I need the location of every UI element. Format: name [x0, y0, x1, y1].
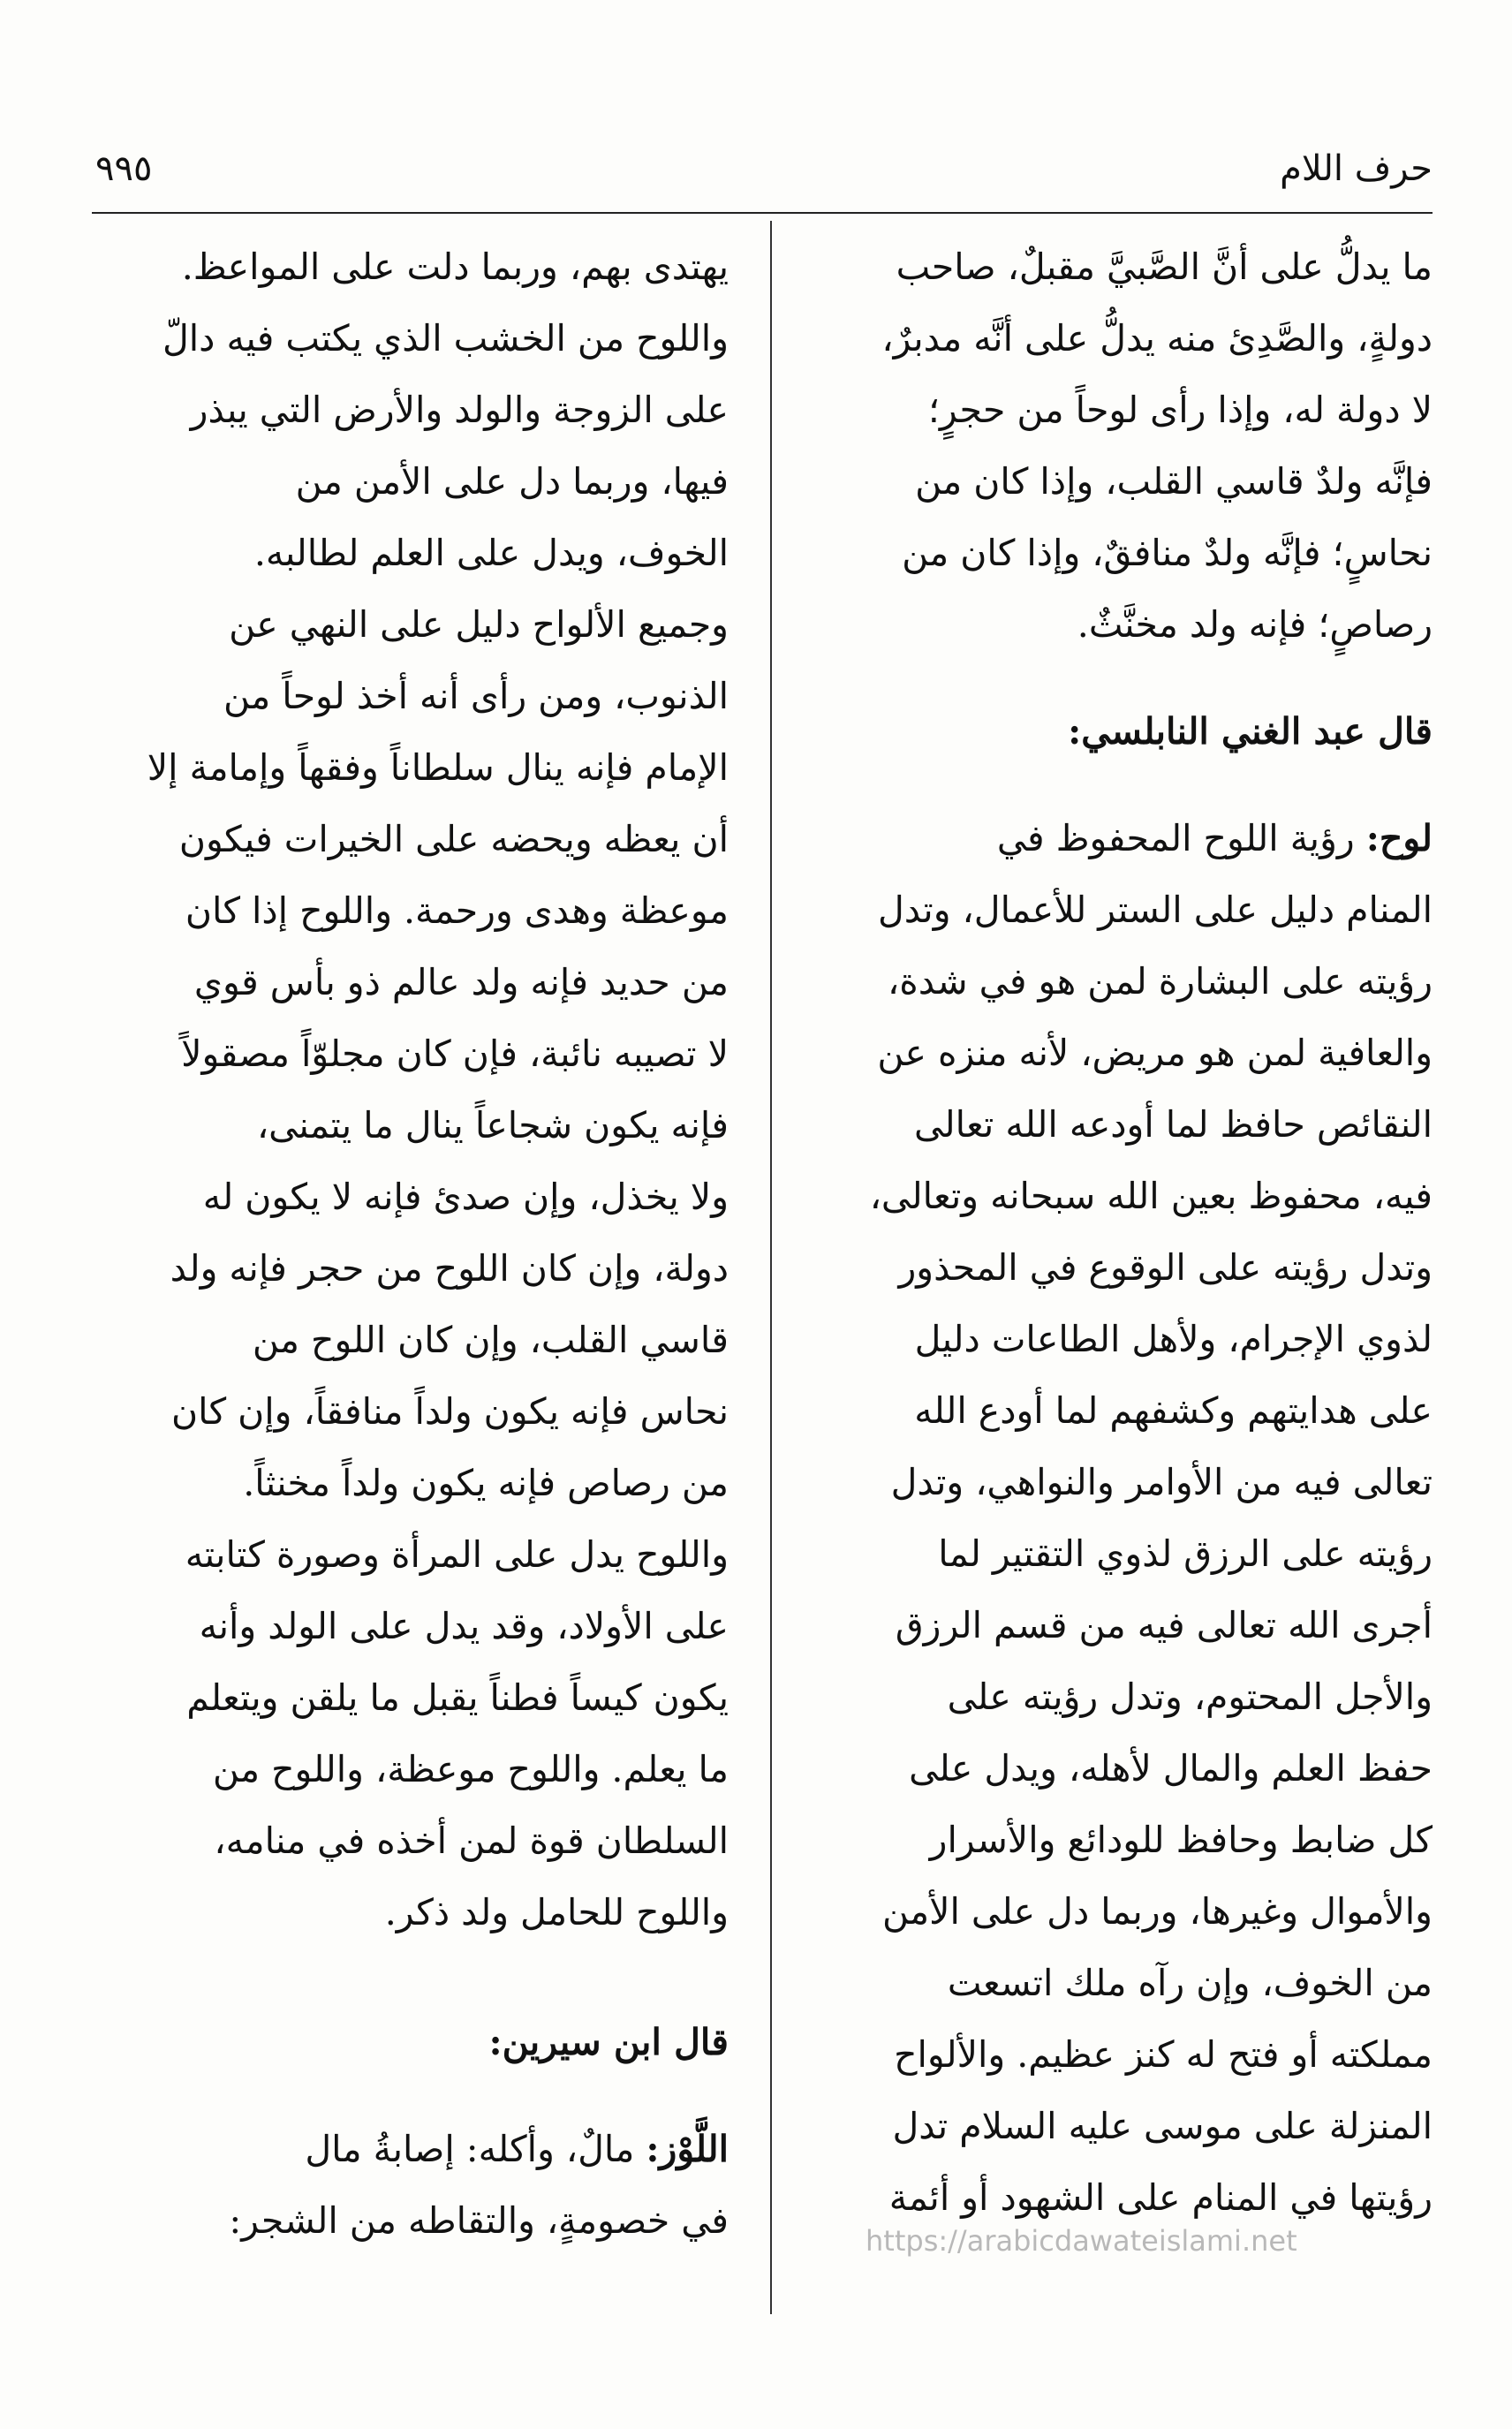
- text-line: واللوح للحامل ولد ذكر.: [384, 1891, 729, 1933]
- text-line: فيها، وربما دل على الأمن من: [295, 460, 729, 503]
- text-line: فإنه يكون شجاعاً ينال ما يتمنى،: [256, 1104, 729, 1146]
- text-line: على هدايتهم وكشفهم لما أودع الله: [914, 1389, 1433, 1432]
- text-line: على الأولاد، وقد يدل على الولد وأنه: [199, 1605, 729, 1647]
- text-line: حفظ العلم والمال لأهله، ويدل على: [909, 1747, 1433, 1790]
- entry-first-line: [788, 803, 1433, 874]
- text-line: أن يعظه ويحضه على الخيرات فيكون: [178, 818, 729, 860]
- text-line: موعظة وهدى ورحمة. واللوح إذا كان: [185, 889, 729, 932]
- left-column-lines-before: [106, 231, 729, 1948]
- left-column-lines-after: [106, 2185, 729, 2257]
- watermark-url: https://arabicdawateislami.net: [866, 2224, 1297, 2258]
- text-line: السلطان قوة لمن أخذه في منامه،: [214, 1820, 729, 1862]
- text-line: لا تصيبه نائبة، فإن كان مجلوّاً مصقولاً: [181, 1033, 729, 1075]
- entry-headword: اللَّوْز:: [646, 2128, 729, 2170]
- text-line: واللوح من الخشب الذي يكتب فيه دالّ: [162, 317, 729, 359]
- text-line: رصاصٍ؛ فإنه ولد مخنَّثٌ.: [1077, 603, 1433, 646]
- text-line: والعافية لمن هو مريض، لأنه منزه عن: [877, 1032, 1433, 1074]
- right-column: [788, 231, 1433, 2234]
- text-line: كل ضابط وحافظ للودائع والأسرار: [929, 1819, 1433, 1861]
- text-line: يهتدى بهم، وربما دلت على المواعظ.: [181, 246, 729, 288]
- header-rule: [92, 212, 1433, 214]
- entry-first-line: [106, 2114, 729, 2185]
- text-line: النقائص حافظ لما أودعه الله تعالى: [913, 1103, 1433, 1146]
- text-line: الخوف، ويدل على العلم لطالبه.: [253, 532, 729, 574]
- section-heading-ibn-sirin: قال ابن سيرين:: [488, 2021, 729, 2063]
- text-line: المنام دليل على الستر للأعمال، وتدل: [878, 889, 1433, 931]
- text-line: والأموال وغيرها، وربما دل على الأمن: [881, 1890, 1433, 1933]
- text-line: والأجل المحتوم، وتدل رؤيته على: [947, 1676, 1433, 1718]
- text-line: من الخوف، وإن رآه ملك اتسعت: [947, 1962, 1433, 2004]
- text-line: نحاس فإنه يكون ولداً منافقاً، وإن كان: [171, 1390, 729, 1433]
- chapter-title: حرف اللام: [1280, 148, 1433, 189]
- text-line: يكون كيساً فطناً يقبل ما يلقن ويتعلم: [186, 1676, 729, 1719]
- text-line: الإمام فإنه ينال سلطاناً وفقهاً وإمامة إلا: [147, 746, 729, 789]
- left-column: [106, 231, 729, 2257]
- text-line: دولة، وإن كان اللوح من حجر فإنه ولد: [170, 1247, 729, 1290]
- text-line: لذوي الإجرام، ولأهل الطاعات دليل: [914, 1318, 1433, 1360]
- text-line: أجرى الله تعالى فيه من قسم الرزق: [895, 1604, 1433, 1646]
- text-line: في خصومةٍ، والتقاطه من الشجر:: [229, 2199, 729, 2242]
- text-line: ولا يخذل، وإن صدئ فإنه لا يكون له: [202, 1176, 729, 1218]
- text-line: دولةٍ، والصَّدِئ منه يدلُّ على أنَّه مدبرٌ،: [881, 317, 1433, 359]
- column-divider: [770, 221, 772, 2314]
- text-line: فإنَّه ولدٌ قاسي القلب، وإذا كان من: [915, 460, 1433, 503]
- text-line: تعالى فيه من الأوامر والنواهي، وتدل: [890, 1461, 1433, 1503]
- section-heading-nabulsi: قال عبد الغني النابلسي:: [1068, 710, 1433, 753]
- text-line: وتدل رؤيته على الوقوع في المحذور: [898, 1246, 1433, 1289]
- text-line: فيه، محفوظ بعين الله سبحانه وتعالى،: [869, 1175, 1433, 1217]
- text-line: رؤيته على البشارة لمن هو في شدة،: [888, 960, 1433, 1003]
- text-line: المنزلة على موسى عليه السلام تدل: [892, 2105, 1433, 2147]
- right-column-lines-after: [788, 874, 1433, 2234]
- text-line: لا دولة له، وإذا رأى لوحاً من حجرٍ؛: [927, 389, 1433, 431]
- text-line: ما يدلُّ على أنَّ الصَّبيَّ مقبلٌ، صاحب: [896, 246, 1433, 288]
- entry-first-line-text: رؤية اللوح المحفوظ في: [996, 817, 1366, 859]
- right-column-lines-before: [788, 231, 1433, 661]
- entry-first-line-text: مالٌ، وأكله: إصابةُ مال: [305, 2128, 646, 2170]
- page-number: ٩٩٥: [95, 148, 153, 189]
- text-line: الذنوب، ومن رأى أنه أخذ لوحاً من: [223, 675, 729, 717]
- text-line: وجميع الألواح دليل على النهي عن: [229, 603, 729, 646]
- text-line: على الزوجة والولد والأرض التي يبذر: [190, 389, 729, 431]
- text-line: رؤيته على الرزق لذوي التقتير لما: [938, 1532, 1433, 1575]
- text-line: مملكته أو فتح له كنز عظيم. والألواح: [894, 2033, 1433, 2076]
- text-line: واللوح يدل على المرأة وصورة كتابته: [185, 1533, 729, 1576]
- text-line: رؤيتها في المنام على الشهود أو أئمة: [888, 2176, 1433, 2219]
- text-line: من رصاص فإنه يكون ولداً مخنثاً.: [243, 1462, 729, 1504]
- text-line: من حديد فإنه ولد عالم ذو بأس قوي: [193, 961, 729, 1003]
- entry-headword: لوح:: [1365, 817, 1433, 859]
- text-line: قاسي القلب، وإن كان اللوح من: [252, 1319, 729, 1361]
- text-line: نحاسٍ؛ فإنَّه ولدٌ منافقٌ، وإذا كان من: [902, 532, 1433, 574]
- text-line: ما يعلم. واللوح موعظة، واللوح من: [212, 1748, 729, 1790]
